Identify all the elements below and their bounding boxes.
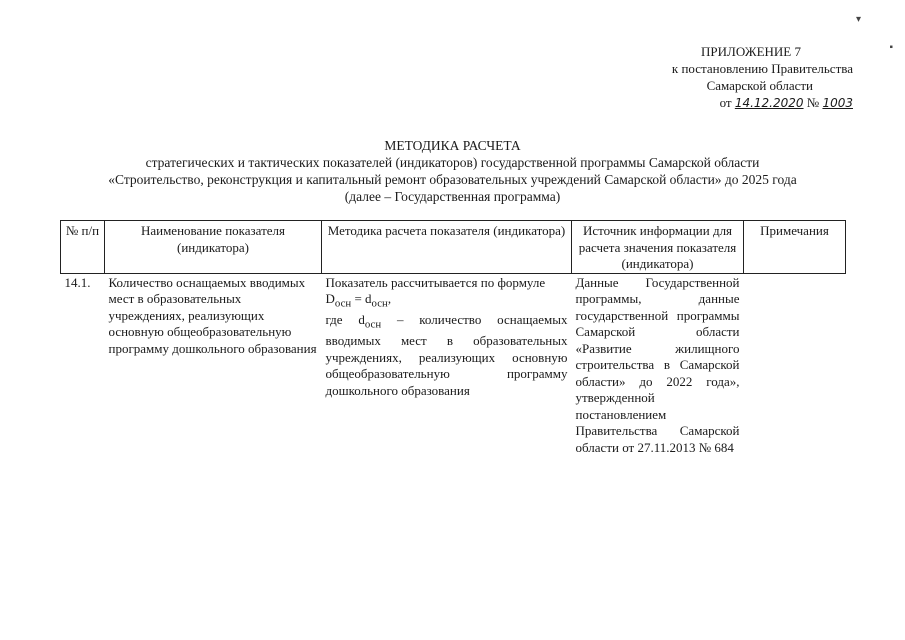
handwritten-date: 14.12.2020 bbox=[734, 96, 804, 110]
handwritten-number: 1003 bbox=[822, 96, 853, 110]
header-name: Наименование показателя (индикатора) bbox=[105, 221, 322, 274]
cell-name: Количество оснащаемых вводимых мест в образовательных учреждениях, реализующих основную общеобразовательную программу дошкольного образования bbox=[108, 274, 317, 356]
title-line: (далее – Государственная программа) bbox=[344, 189, 561, 204]
header-method: Методика расчета показателя (индикатора) bbox=[322, 221, 572, 274]
cell-num: 14.1. bbox=[64, 274, 91, 290]
document-title bbox=[60, 137, 845, 205]
corner-mark: ▾ bbox=[855, 14, 861, 25]
header-source: Источник информации для расчета значения показателя (индикатора) bbox=[572, 221, 744, 274]
table-row bbox=[61, 273, 846, 456]
corner-mark: ▪ bbox=[889, 42, 893, 53]
header-num: № п/п bbox=[61, 221, 105, 274]
number-label: № bbox=[806, 95, 820, 110]
cell-source: Данные Государственной программы, данные государственной программы Самарской области «Развитие жилищного строительства в Самарской области» до 2022 года», утвержденной постановлением Правительства Самарской области от 27.11.2013 № 684 bbox=[575, 274, 740, 455]
title-line: стратегических и тактических показателей (индикаторов) государственной программы Самарской области bbox=[145, 155, 760, 170]
indicator-table bbox=[60, 220, 846, 456]
annex-line: к постановлению Правительства bbox=[671, 61, 853, 76]
cell-method bbox=[322, 273, 572, 456]
cell-notes bbox=[744, 273, 846, 456]
annex-block bbox=[593, 43, 853, 112]
annex-line: Самарской области bbox=[706, 78, 813, 93]
header-notes: Примечания bbox=[744, 221, 846, 274]
formula-explanation: где $d_{осн}$ – количество оснащаемых вводимых мест в образовательных учреждениях, реализующих основную общеобразовательную программу дошкольного образования bbox=[325, 312, 568, 398]
annex-date-line bbox=[593, 94, 853, 112]
title-main: МЕТОДИКА РАСЧЕТА bbox=[384, 138, 521, 153]
method-text: Показатель рассчитывается по формуле bbox=[325, 274, 546, 290]
formula: $D_{осн} = d_{осн}$, bbox=[325, 291, 392, 310]
from-label: от bbox=[719, 95, 732, 110]
annex-title: ПРИЛОЖЕНИЕ 7 bbox=[701, 44, 801, 59]
title-line: «Строительство, реконструкция и капитальный ремонт образовательных учреждений Самарской области» до 2025 года bbox=[108, 172, 797, 187]
table-header-row bbox=[61, 221, 846, 274]
